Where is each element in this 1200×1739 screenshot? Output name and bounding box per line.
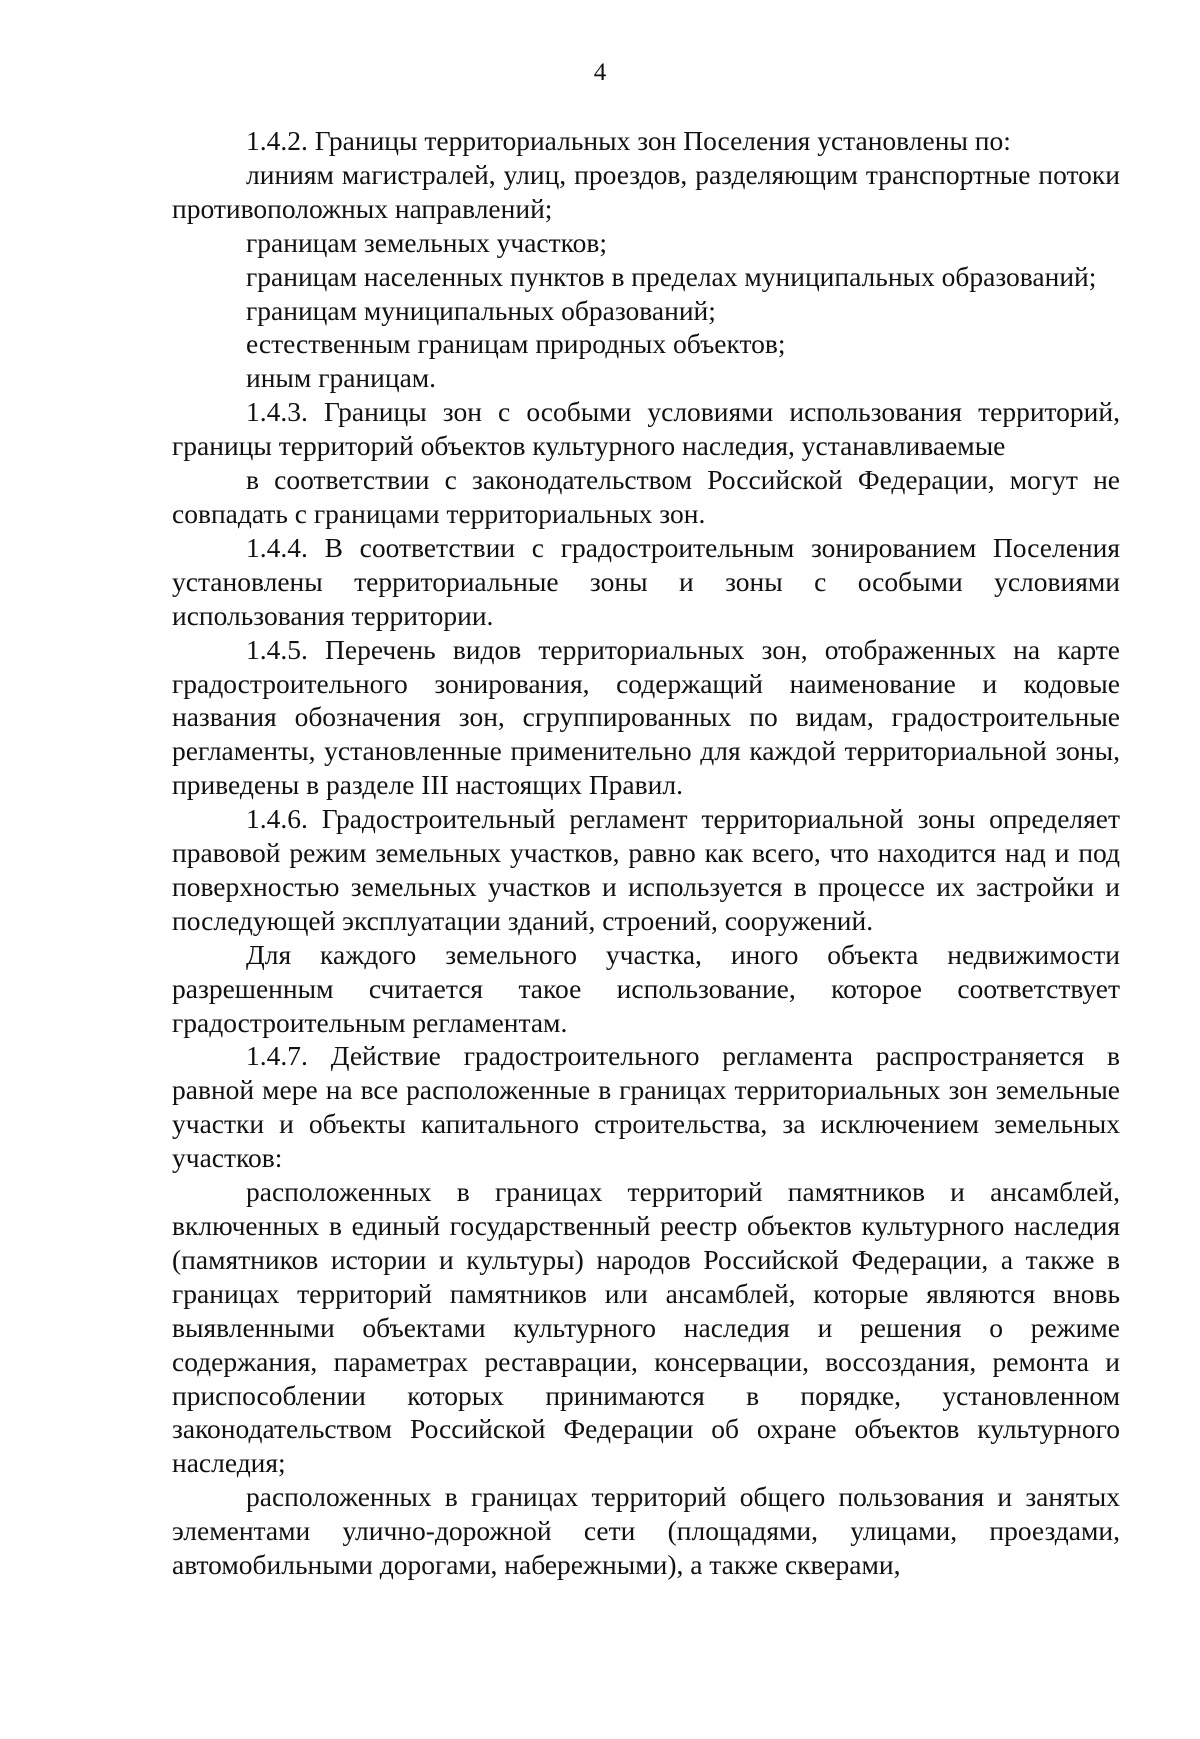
list-item-heritage-sites: расположенных в границах территорий памятников и ансамблей, включенных в единый государственный реестр объектов культурного наследия (памятников истории и культуры) народов Российской Федерации, а также в границах территорий памятников или ансамблей, которые являются вновь выявленными объектами культурного наследия и решения о режиме содержания, параметрах реставрации, консервации, воссоздания, ремонта и приспособлении которых принимаются в порядке, установленном законодательством Российской Федерации об охране объектов культурного наследия; xyxy=(172,1176,1120,1479)
list-item-streets: линиям магистралей, улиц, проездов, разделяющим транспортные потоки противоположных направлений; xyxy=(172,158,1120,224)
list-item-land-plots: границам земельных участков; xyxy=(246,226,607,258)
list-item-other-borders: иным границам. xyxy=(246,362,437,394)
list-item-natural-objects: естественным границам природных объектов; xyxy=(246,328,786,360)
paragraph-1-4-7: 1.4.7. Действие градостроительного регламента распространяется в равной мере на все расположенные в границах территориальных зон земельные участки и объекты капитального строительства, за исключением земельных участков: xyxy=(172,1040,1120,1174)
list-item-municipalities: границам муниципальных образований; xyxy=(246,294,716,326)
paragraph-1-4-6: 1.4.6. Градостроительный регламент территориальной зоны определяет правовой режим земельных участков, равно как всего, что находится над и под поверхностью земельных участков и используется в процессе их застройки и последующей эксплуатации зданий, строений, сооружений. xyxy=(172,803,1120,936)
list-item-settlements: границам населенных пунктов в пределах муниципальных образований; xyxy=(246,260,1097,292)
page-number: 4 xyxy=(593,59,607,86)
paragraph-1-4-5: 1.4.5. Перечень видов территориальных зон, отображенных на карте градостроительного зонирования, содержащий наименование и кодовые названия обозначения зон, сгруппированных по видам, градостроительные регламенты, установленные применительно для каждой территориальной зоны, приведены в разделе III настоящих Правил. xyxy=(172,633,1120,801)
document-body xyxy=(172,124,1120,1582)
paragraph-1-4-2: 1.4.2. Границы территориальных зон Поселения установлены по: xyxy=(246,125,1011,156)
paragraph-1-4-6-permitted-use: Для каждого земельного участка, иного объекта недвижимости разрешенным считается такое использование, которое соответствует градостроительным регламентам. xyxy=(172,938,1120,1038)
list-item-public-areas: расположенных в границах территорий общего пользования и занятых элементами улично-дорожной сети (площадями, улицами, проездами, автомобильными дорогами, набережными), а также скверами, xyxy=(172,1481,1120,1581)
paragraph-1-4-3: 1.4.3. Границы зон с особыми условиями использования территорий, границы территорий объектов культурного наследия, устанавливаемые xyxy=(172,396,1120,462)
paragraph-1-4-3-continued: в соответствии с законодательством Российской Федерации, могут не совпадать с границами территориальных зон. xyxy=(172,464,1120,529)
paragraph-1-4-4: 1.4.4. В соответствии с градостроительным зонированием Поселения установлены территориальные зоны и зоны с особыми условиями использования территории. xyxy=(172,531,1120,631)
